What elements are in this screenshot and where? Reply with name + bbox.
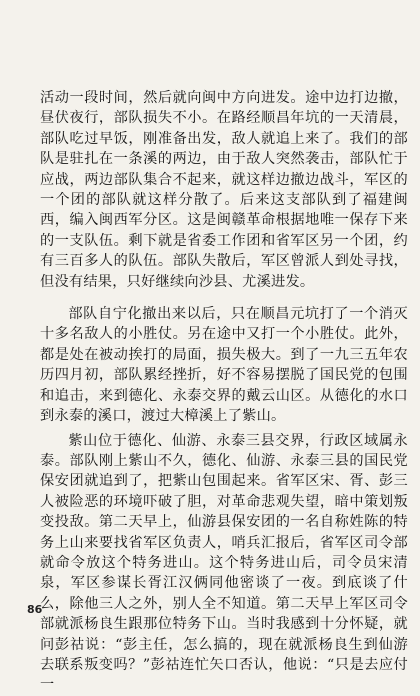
paragraph-3: 紫山位于德化、仙游、永泰三县交界，行政区域属永泰。部队刚上紫山不久，德化、仙游、永泰三县的国民党保安团就追到了，把紫山包围起来。省军区宋、胥、彭三人被险恶的环境吓破了胆，对革命悲观失望，暗中策划叛变投敌。第二天早上，仙游县保安团的一名自称姓陈的特务上山来要找省军区负责人，哨兵汇报后，省军区司令部就命令放这个特务进山。这个特务进山后，司令员宋清泉，军区参谋长胥江汉俩同他密谈了一夜。到底谈了什么，除他三人之外，别人全不知道。第二天早上军区司令部就派杨良生跟那位特务下山。当时我感到十分怀疑，就问彭祜说：“彭主任，怎么搞的，现在就派杨良生到仙游去联系叛变吗？”彭祜连忙矢口否认，他说：“只是去应付一 (40, 432, 408, 694)
paragraph-1: 活动一段时间，然后就向闽中方向进发。途中边打边撤，昼伏夜行，部队损失不小。在路经顺昌年坑的一天清晨，部队吃过早饭，刚准备出发，敌人就追上来了。我们的部队是驻扎在一条溪的两边，由于敌人突然袭击，部队忙于应战，两边部队集合不起来，就这样边撤边战斗，军区的一个团的部队就这样分散了。后来这支部队到了福建闽西，编入闽西军分区。这是闽赣革命根据地唯一保存下来的一支队伍。剩下就是省委工作团和省军区另一个团，约有三百多人的队伍。部队失散后，军区曾派人到处寻找，但没有结果，只好继续向沙县、尤溪进发。 (40, 90, 408, 290)
body-text (40, 88, 408, 696)
paragraph-2: 部队自宁化撤出来以后，只在顺昌元坑打了一个消灭十多名敌人的小胜仗。另在途中又打一个小胜仗。此外，都是处在被动挨打的局面，损失极大。到了一九三五年农历四月初，部队累经挫折，好不容易摆脱了国民党的包围和追击，来到德化、永泰交界的戴云山区。从德化的水口到永泰的溪口，渡过大樟溪上了紫山。 (40, 306, 408, 425)
page-number: 86 (27, 603, 43, 616)
